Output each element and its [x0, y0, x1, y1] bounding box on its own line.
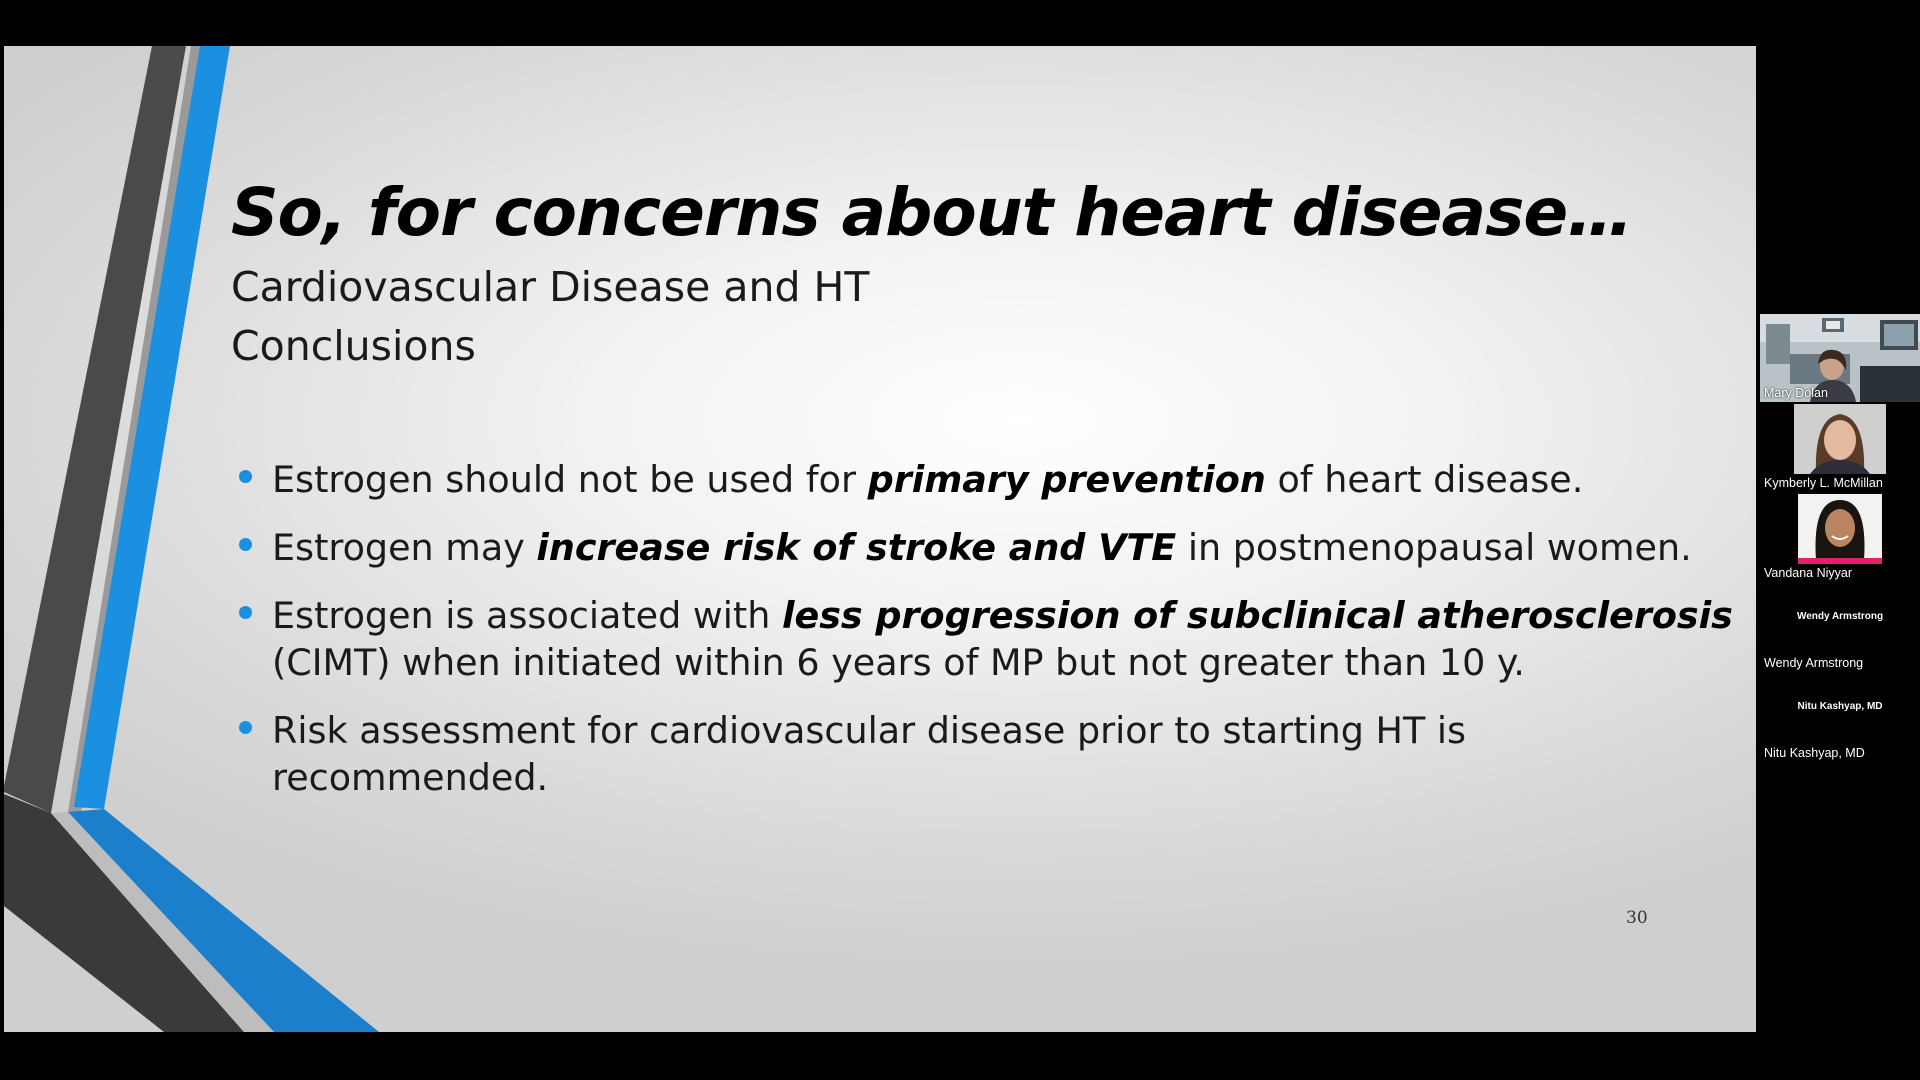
participant-name: Wendy Armstrong: [1764, 656, 1864, 670]
bullet-emphasis: primary prevention: [867, 458, 1266, 501]
bullet-emphasis: less progression of subclinical atherosclerosis: [781, 594, 1733, 637]
bullet-emphasis: increase risk of stroke and VTE: [536, 526, 1177, 569]
slide-title: So, for concerns about heart disease…: [231, 174, 1633, 251]
bullet-list: [232, 456, 1733, 822]
bullet-item: [232, 592, 1733, 686]
subtitle-line: Conclusions: [231, 322, 476, 370]
participant-tile[interactable]: [1760, 494, 1920, 582]
participant-tile[interactable]: [1760, 404, 1920, 492]
slide-subtitle: [231, 258, 869, 376]
bullet-text: recommended.: [272, 756, 549, 799]
bullet-dot-icon: [239, 470, 252, 483]
participant-placeholder-name: Wendy Armstrong: [1796, 611, 1884, 622]
participant-name: Mary Dolan: [1764, 386, 1828, 400]
participant-name: Nitu Kashyap, MD: [1764, 746, 1865, 760]
subtitle-line: Cardiovascular Disease and HT: [231, 263, 870, 311]
bullet-text: Estrogen is associated with: [272, 594, 782, 637]
bullet-dot-icon: [239, 606, 252, 619]
bullet-dot-icon: [239, 538, 252, 551]
participant-tile[interactable]: [1760, 584, 1920, 672]
bullet-text: Estrogen should not be used for: [272, 458, 868, 501]
bullet-item: [232, 456, 1652, 503]
bullet-dot-icon: [239, 721, 252, 734]
bullet-item: [232, 524, 1692, 571]
participant-name: Kymberly L. McMillan: [1764, 476, 1883, 490]
bullet-item: [232, 707, 1652, 801]
presentation-slide: [4, 46, 1756, 1032]
bullet-text: Estrogen may: [272, 526, 537, 569]
bullet-text: in postmenopausal women.: [1176, 526, 1692, 569]
bullet-text: (CIMT) when initiated within 6 years of MP but not greater than 10 y.: [272, 641, 1525, 684]
participant-tile[interactable]: [1760, 314, 1920, 402]
participant-name: Vandana Niyyar: [1764, 566, 1853, 580]
participant-placeholder-name: Nitu Kashyap, MD: [1797, 701, 1883, 712]
slide-page-number: 30: [1626, 908, 1648, 928]
bullet-text: of heart disease.: [1265, 458, 1584, 501]
bullet-text: Risk assessment for cardiovascular disease prior to starting HT is: [272, 709, 1467, 752]
participant-tile[interactable]: [1760, 674, 1920, 762]
participants-panel: [1760, 314, 1920, 764]
